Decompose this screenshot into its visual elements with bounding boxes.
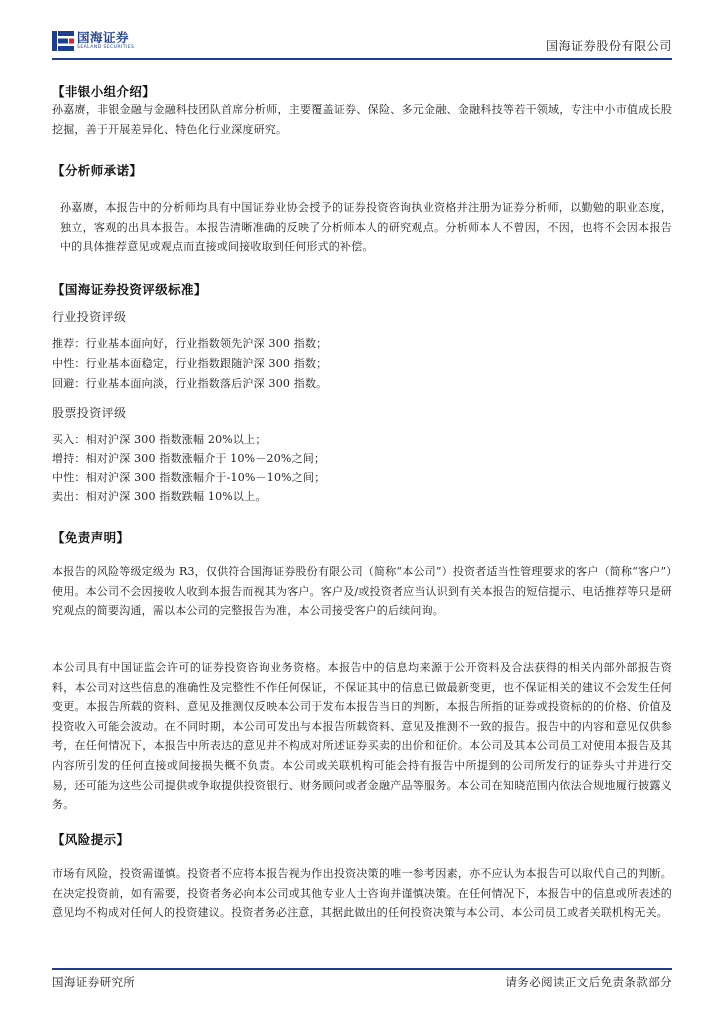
logo-chinese-text: 国海证券 <box>77 30 130 45</box>
header-company-name: 国海证券股份有限公司 <box>545 39 672 53</box>
page-header <box>52 28 672 56</box>
header-divider <box>52 58 672 60</box>
disclaimer-paragraph-2: 本公司具有中国证监会许可的证券投资咨询业务资格。本报告中的信息均来源于公开资料及合法获得的相关内部外部报告资料，本公司对这些信息的准确性及完整性不作任何保证，不保证其中的信息已做最新变更，也不保证相关的建议不会发生任何变更。本报告所载的资料、意见及推测仅反映本公司于发布本报告当日的判断，本报告所指的证券或投资标的的价格、价值及投资收入可能会波动。在不同时期，本公司可发出与本报告所载资料、意见及推测不一致的报告。报告中的内容和意见仅供参考，在任何情况下，本报告中所表达的意见并不构成对所述证券买卖的出价和征价。本公司及其本公司员工对使用本报告及其内容所引发的任何直接或间接损失概不负责。本公司或关联机构可能会持有报告中所提到的公司所发行的证券头寸并进行交易，还可能为这些公司提供或争取提供投资银行、财务顾问或者金融产品等服务。本公司在知晓范围内依法合规地履行披露义务。 <box>52 661 672 812</box>
footer-institute: 国海证券研究所 <box>52 975 136 989</box>
company-logo <box>52 30 162 54</box>
team-intro-text: 孙嘉赓，非银金融与金融科技团队首席分析师，主要覆盖证券、保险、多元金融、金融科技等若干领域，专注中小市值成长股挖掘，善于开展差异化、特色化行业深度研究。 <box>52 103 672 136</box>
stock-rating-title: 股票投资评级 <box>52 406 127 420</box>
risk-text: 市场有风险，投资需谨慎。投资者不应将本报告视为作出投资决策的唯一参考因素，亦不应认为本报告可以取代自己的判断。在决定投资前，如有需要，投资者务必向本公司或其他专业人士咨询并谨慎决策。在任何情况下，本报告中的信息或所表述的意见均不构成对任何人的投资建议。投资者务必注意，其据此做出的任何投资决策与本公司、本公司员工或者关联机构无关。 <box>52 867 672 920</box>
section-title-commitment: 【分析师承诺】 <box>52 163 143 178</box>
footer-disclaimer-notice: 请务必阅读正文后免责条款部分 <box>505 975 672 989</box>
stock-rating-line: 中性：相对沪深 300 指数涨幅介于-10%－10%之间； <box>52 471 326 484</box>
section-title-disclaimer: 【免责声明】 <box>52 530 130 545</box>
stock-rating-line: 增持：相对沪深 300 指数涨幅介于 10%－20%之间； <box>52 452 326 465</box>
industry-rating-line: 推荐：行业基本面向好，行业指数领先沪深 300 指数； <box>52 337 328 350</box>
section-title-team: 【非银小组介绍】 <box>52 84 156 99</box>
footer-divider <box>52 968 672 970</box>
section-title-risk: 【风险提示】 <box>52 832 130 847</box>
stock-rating-line: 买入：相对沪深 300 指数涨幅 20%以上； <box>52 433 267 446</box>
industry-rating-line: 回避：行业基本面向淡，行业指数落后沪深 300 指数。 <box>52 377 328 390</box>
logo-english-text: SEALAND SECURITIES <box>77 45 135 50</box>
industry-rating-line: 中性：行业基本面稳定，行业指数跟随沪深 300 指数； <box>52 357 328 370</box>
disclaimer-paragraph-1: 本报告的风险等级定级为 R3，仅供符合国海证券股份有限公司（简称“本公司”）投资者适当性管理要求的客户（简称“客户”）使用。本公司不会因接收人收到本报告而视其为客户。客户及/或投资者应当认识到有关本报告的短信提示、电话推荐等只是研究观点的简要沟通，需以本公司的完整报告为准，本公司接受客户的后续问询。 <box>52 565 672 618</box>
industry-rating-title: 行业投资评级 <box>52 310 127 324</box>
sealand-logo-icon <box>52 30 74 52</box>
section-title-rating: 【国海证券投资评级标准】 <box>52 282 207 297</box>
commitment-text: 孙嘉赓，本报告中的分析师均具有中国证券业协会授予的证券投资咨询执业资格并注册为证券分析师，以勤勉的职业态度，独立，客观的出具本报告。本报告清晰准确的反映了分析师本人的研究观点。分析师本人不曾因，不因，也将不会因本报告中的具体推荐意见或观点而直接或间接收取到任何形式的补偿。 <box>60 201 672 254</box>
stock-rating-line: 卖出：相对沪深 300 指数跌幅 10%以上。 <box>52 490 267 503</box>
